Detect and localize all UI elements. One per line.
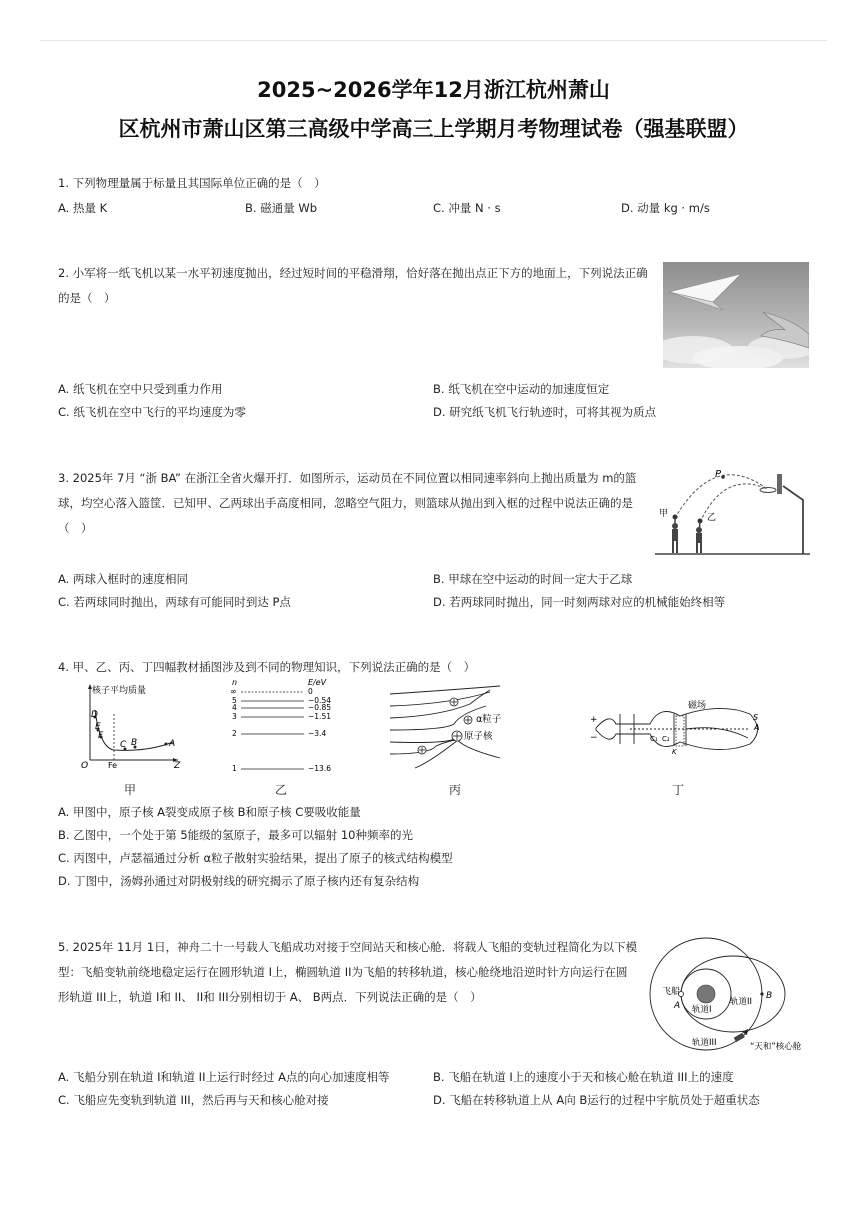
orbit-1-label: 轨道I bbox=[692, 1005, 712, 1015]
q1-option-c: C. 冲量 N · s bbox=[433, 201, 501, 215]
ding-plus-label: + bbox=[590, 715, 598, 725]
figure-bing-alpha-scattering bbox=[390, 684, 518, 770]
yi-level-n-5: 5 bbox=[232, 696, 237, 705]
yi-level-n-4: 4 bbox=[232, 703, 237, 712]
jia-xlabel: Z bbox=[174, 761, 181, 770]
q2-option-d: D. 研究纸飞机飞行轨迹时，可将其视为质点 bbox=[433, 405, 657, 419]
yi-level-n-2: 2 bbox=[232, 729, 237, 738]
jia-point-a: A bbox=[169, 739, 176, 749]
jia-origin: O bbox=[81, 761, 89, 770]
jia-point-d: D bbox=[91, 710, 98, 720]
yi-level-e-4: −0.85 bbox=[308, 703, 331, 712]
orbit-point-a: A bbox=[674, 1001, 681, 1011]
orbit-ship-label: 飞船 bbox=[662, 987, 681, 997]
yi-level-e-inf: 0 bbox=[308, 687, 313, 696]
ding-field-label: 磁场 bbox=[688, 701, 707, 711]
caption-yi: 乙 bbox=[275, 783, 288, 797]
point-p-label: P bbox=[715, 469, 722, 480]
q4-option-d: D. 丁图中，汤姆孙通过对阴极射线的研究揭示了原子核内还有复杂结构 bbox=[58, 874, 420, 888]
yi-level-n-3: 3 bbox=[232, 712, 237, 721]
yi-level-n-1: 1 bbox=[232, 764, 237, 773]
figure-ding-cathode-ray bbox=[590, 694, 768, 764]
exam-title-line1: 2025~2026学年12月浙江杭州萧山 bbox=[257, 78, 610, 102]
jia-ylabel: 核子平均质量 bbox=[92, 686, 147, 696]
q2-option-a: A. 纸飞机在空中只受到重力作用 bbox=[58, 382, 223, 396]
yi-level-e-2: −3.4 bbox=[308, 729, 327, 738]
player-jia-label: 甲 bbox=[659, 509, 669, 519]
q5-option-b: B. 飞船在轨道 I上的速度小于天和核心舱在轨道 III上的速度 bbox=[433, 1070, 734, 1084]
q5-option-a: A. 飞船分别在轨道 I和轨道 II上运行时经过 A点的向心加速度相等 bbox=[58, 1070, 390, 1084]
question-3-stem: 3. 2025年 7月 “浙 BA” 在浙江全省火爆开打．如图所示，运动员在不同位置以相同速率斜向上抛出质量为 m的篮球，均空心落入篮筐．已知甲、乙两球出手高度相同，忽略空气阻力，则篮球从抛出到入框的过程中说法正确的是（ ） bbox=[58, 471, 637, 535]
ding-c2-label: C₂ bbox=[662, 735, 670, 743]
bing-alpha-label: α粒子 bbox=[476, 714, 502, 725]
question-1-stem: 1. 下列物理量属于标量且其国际单位正确的是（ ） bbox=[58, 176, 326, 190]
orbit-2-label: 轨道II bbox=[730, 997, 753, 1007]
caption-ding: 丁 bbox=[672, 783, 685, 797]
bing-nucleus-label: 原子核 bbox=[464, 731, 493, 742]
orbit-point-b: B bbox=[766, 991, 773, 1001]
figure-jia-nucleon-mass bbox=[78, 680, 183, 770]
top-divider bbox=[40, 40, 827, 41]
figure-orbits bbox=[648, 932, 812, 1054]
exam-title-line2: 区杭州市萧山区第三高级中学高三上学期月考物理试卷（强基联盟） bbox=[118, 117, 749, 141]
q3-option-b: B. 甲球在空中运动的时间一定大于乙球 bbox=[433, 572, 633, 586]
q4-option-b: B. 乙图中，一个处于第 5能级的氢原子，最多可以辐射 10种频率的光 bbox=[58, 828, 413, 842]
q5-option-c: C. 飞船应先变轨到轨道 III，然后再与天和核心舱对接 bbox=[58, 1093, 329, 1107]
paper-plane-photo bbox=[663, 262, 809, 368]
jia-point-c: C bbox=[120, 740, 127, 750]
q1-option-d: D. 动量 kg · m/s bbox=[621, 201, 710, 215]
ding-minus-label: − bbox=[590, 733, 598, 743]
figure-yi-energy-levels bbox=[224, 676, 344, 776]
jia-point-b: B bbox=[131, 738, 138, 748]
q3-option-c: C. 若两球同时抛出，两球有可能同时到达 P点 bbox=[58, 595, 291, 609]
q4-option-c: C. 丙图中，卢瑟福通过分析 α粒子散射实验结果，提出了原子的核式结构模型 bbox=[58, 851, 453, 865]
jia-point-e: E bbox=[95, 722, 101, 732]
yi-level-e-1: −13.6 bbox=[308, 764, 331, 773]
q1-option-a: A. 热量 K bbox=[58, 201, 108, 215]
ding-a-label: A bbox=[754, 723, 760, 732]
player-yi-label: 乙 bbox=[707, 513, 717, 523]
question-5-stem: 5. 2025年 11月 1日，神舟二十一号载人飞船成功对接于空间站天和核心舱．将载人飞船的变轨过程简化为以下模型：飞船变轨前绕地稳定运行在圆形轨道 I上，椭圆轨道 II为飞船的转移轨道，核心舱绕地沿逆时针方向运行在圆形轨道 III上，轨道 I和 II、 II和 III分别相切于 A、 B两点．下列说法正确的是（ ） bbox=[58, 940, 638, 1004]
question-4-stem: 4. 甲、乙、丙、丁四幅教材插图涉及到不同的物理知识，下列说法正确的是（ ） bbox=[58, 660, 476, 674]
q1-option-b: B. 磁通量 Wb bbox=[245, 201, 318, 215]
yi-n-label: n bbox=[232, 678, 238, 687]
question-2-stem: 2. 小军将一纸飞机以某一水平初速度抛出，经过短时间的平稳滑翔，恰好落在抛出点正下方的地面上，下列说法正确的是（ ） bbox=[58, 266, 648, 305]
q2-option-b: B. 纸飞机在空中运动的加速度恒定 bbox=[433, 382, 610, 396]
yi-e-label: E/eV bbox=[308, 678, 327, 687]
jia-fe-label: Fe bbox=[108, 761, 118, 770]
q4-option-a: A. 甲图中，原子核 A裂变成原子核 B和原子核 C要吸收能量 bbox=[58, 805, 361, 819]
yi-level-n-inf: ∞ bbox=[230, 687, 237, 696]
q2-option-c: C. 纸飞机在空中飞行的平均速度为零 bbox=[58, 405, 246, 419]
ding-s-label: S bbox=[753, 713, 759, 722]
yi-level-e-3: −1.51 bbox=[308, 712, 331, 721]
q5-option-d: D. 飞船在转移轨道上从 A向 B运行的过程中宇航员处于超重状态 bbox=[433, 1093, 760, 1107]
q3-option-d: D. 若两球同时抛出，同一时刻两球对应的机械能始终相等 bbox=[433, 595, 726, 609]
caption-jia: 甲 bbox=[124, 783, 137, 797]
jia-point-f: F bbox=[98, 731, 104, 741]
orbit-3-label: 轨道III bbox=[692, 1038, 717, 1048]
yi-level-e-5: −0.54 bbox=[308, 696, 331, 705]
caption-bing: 丙 bbox=[449, 783, 462, 797]
core-module-label: “天和”核心舱 bbox=[750, 1042, 802, 1052]
ding-c1-label: C₁ bbox=[650, 735, 658, 743]
ding-k-label: K bbox=[672, 748, 677, 756]
basketball-figure bbox=[655, 460, 810, 558]
q3-option-a: A. 两球入框时的速度相同 bbox=[58, 572, 188, 586]
